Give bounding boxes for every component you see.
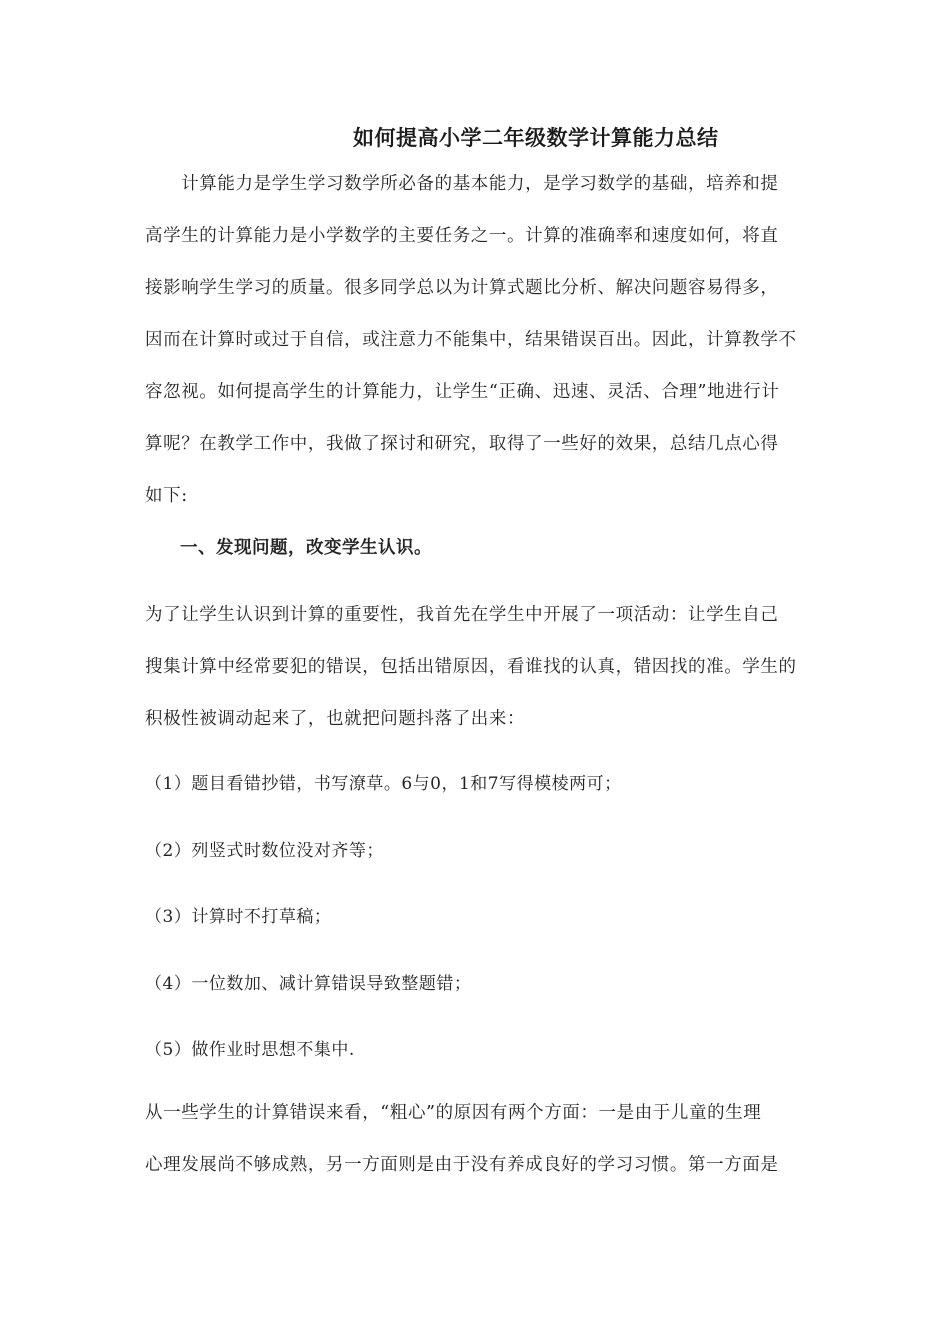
intro-line: 算呢？在教学工作中，我做了探讨和研究，取得了一些好的效果，总结几点心得: [145, 434, 779, 454]
intro-line: 因而在计算时或过于自信，或注意力不能集中，结果错误百出。因此，计算教学不: [145, 330, 797, 350]
list-item: （2）列竖式时数位没对齐等；: [145, 841, 384, 861]
intro-line: 高学生的计算能力是小学数学的主要任务之一。计算的准确率和速度如何，将直: [145, 226, 779, 246]
paragraph-line: 积极性被调动起来了，也就把问题抖落了出来：: [145, 709, 526, 729]
intro-line: 接影响学生学习的质量。很多同学总以为计算式题比分析、解决问题容易得多，: [145, 278, 779, 298]
followup-paragraph: [145, 1087, 807, 1191]
paragraph-line: 为了让学生认识到计算的重要性，我首先在学生中开展了一项活动：让学生自己: [145, 605, 779, 625]
section-heading: 一、发现问题，改变学生认识。: [180, 538, 432, 558]
intro-line: 计算能力是学生学习数学所必备的基本能力，是学习数学的基础，培养和提: [145, 174, 779, 194]
list-item: （5）做作业时思想不集中.: [145, 1040, 355, 1060]
list-item: （3）计算时不打草稿；: [145, 907, 332, 927]
list-item: （4）一位数加、减计算错误导致整题错；: [145, 974, 472, 994]
paragraph-line: 搜集计算中经常要犯的错误，包括出错原因，看谁找的认真，错因找的准。学生的: [145, 657, 797, 677]
list-item: （1）题目看错抄错，书写潦草。6与0，1和7写得模棱两可；: [145, 774, 622, 794]
document-title: 如何提高小学二年级数学计算能力总结: [353, 125, 719, 150]
section-paragraph: [145, 589, 807, 745]
intro-paragraph: [145, 158, 807, 522]
paragraph-line: 心理发展尚不够成熟，另一方面则是由于没有养成良好的学习习惯。第一方面是: [145, 1155, 779, 1175]
paragraph-line: 从一些学生的计算错误来看，“粗心”的原因有两个方面：一是由于儿童的生理: [145, 1103, 762, 1123]
intro-line: 容忽视。如何提高学生的计算能力，让学生“正确、迅速、灵活、合理”地进行计: [145, 382, 780, 402]
intro-line: 如下:: [145, 486, 188, 506]
